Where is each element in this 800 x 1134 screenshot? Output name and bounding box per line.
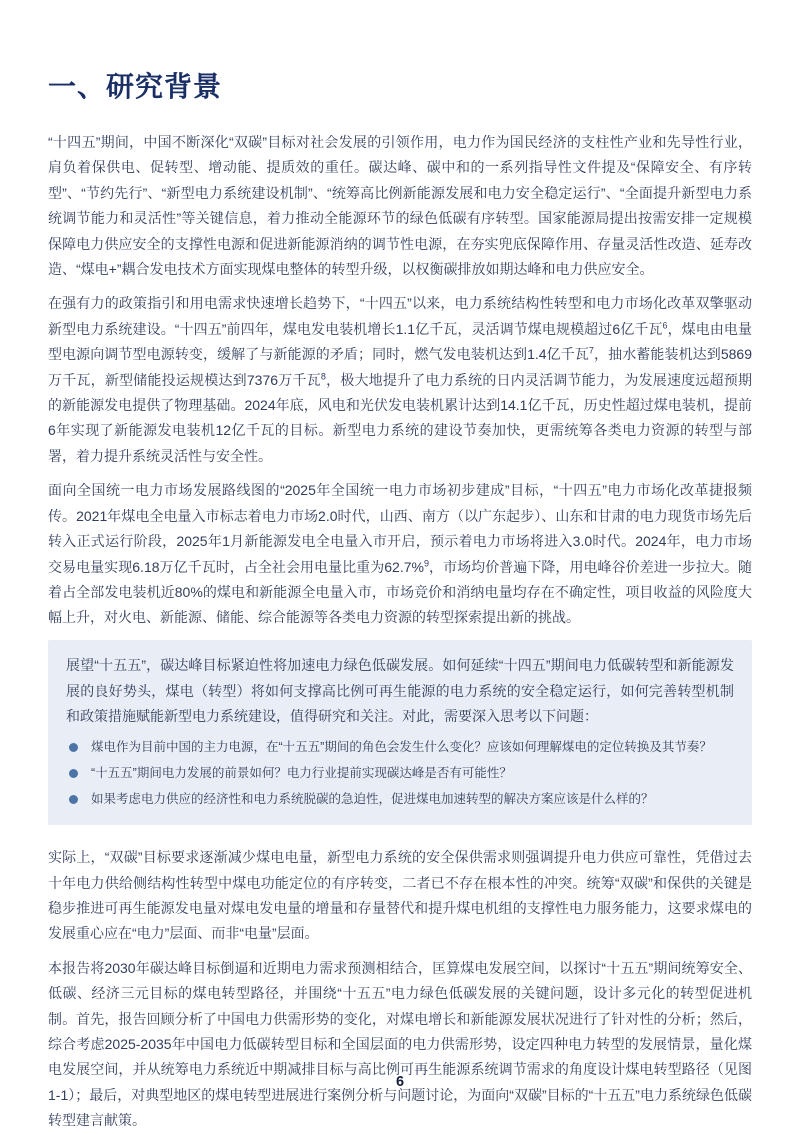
bullet-text-power-outlook: “十五五”期间电力发展的前景如何？电力行业提前实现碳达峰是否有可能性？: [91, 766, 512, 781]
bullet-text-transition-solution: 如果考虑电力供应的经济性和电力系统脱碳的急迫性，促进煤电加速转型的解决方案应该是什么样的？: [91, 792, 654, 807]
list-item: [66, 738, 734, 757]
paragraph-dual-carbon-balance: 实际上，“双碳”目标要求逐渐减少煤电电量，新型电力系统的安全保供需求则强调提升电力供应可靠性，凭借过去十年电力供给侧结构性转型中煤电功能定位的有序转变，二者已不存在根本性的冲突。统筹“双碳”和保供的关键是稳步推进可再生能源发电量对煤电发电量的增量和存量替代和提升煤电机组的支撑性电力服务能力，这要求煤电的发展重心应在“电力”层面、而非“电量”层面。: [48, 849, 752, 942]
highlight-box: [48, 640, 752, 825]
bullet-icon: [69, 743, 78, 752]
paragraph-report-overview: 本报告将2030年碳达峰目标倒逼和近期电力需求预测相结合，匡算煤电发展空间，以探讨“十五五”期间统筹安全、低碳、经济三元目标的煤电转型路径，并围绕“十五五”电力绿色低碳发展的关键问题，设计多元化的转型促进机制。首先，报告回顾分析了中国电力供需形势的变化，对煤电增长和新能源发展状况进行了针对性的分析；然后，综合考虑2025-2035年中国电力低碳转型目标和全国层面的电力供需形势，设定四种电力转型的发展情景，量化煤电发展空间，并从统筹电力系统近中期减排目标与高比例可再生能源系统调节需求的角度设计煤电转型路径（见图1-1）；最后，对典型地区的煤电转型进展进行案例分析与问题讨论，为面向“双碳”目标的“十五五”电力系统绿色低碳转型建言献策。: [48, 959, 752, 1129]
list-item: [66, 764, 734, 783]
section-title: 一、研究背景: [48, 71, 223, 102]
bullet-text-coal-role: 煤电作为目前中国的主力电源，在“十五五”期间的角色会发生什么变化？应该如何理解煤电的定位转换及其节奏？: [91, 740, 712, 755]
highlight-box-intro: 展望“十五五”，碳达峰目标紧迫性将加速电力绿色低碳发展。如何延续“十四五”期间电力低碳转型和新能源发展的良好势头，煤电（转型）将如何支撑高比例可再生能源的电力系统的安全稳定运行，如何完善转型机制和政策措施赋能新型电力系统建设，值得研究和关注。对此，需要深入思考以下问题：: [66, 656, 734, 725]
bullet-icon: [69, 795, 78, 804]
list-item: [66, 790, 734, 809]
bullet-icon: [69, 769, 78, 778]
paragraph-market-reform: 面向全国统一电力市场发展路线图的“2025年全国统一电力市场初步建成”目标，“十四五”电力市场化改革捷报频传。2021年煤电全电量入市标志着电力市场2.0时代，山西、南方（以广东起步）、山东和甘肃的电力现货市场先后转入正式运行阶段，2025年1月新能源发电全电量入市开启，预示着电力市场将进入3.0时代。2024年，电力市场交易电量实现6.18万亿千瓦时，占全社会用电量比重为62.7%$^9$，市场均价普遍下降，用电峰谷价差进一步拉大。随着占全部发电装机近80%的煤电和新能源全电量入市，市场竞价和消纳电量均存在不确定性，项目收益的风险度大幅上升，对火电、新能源、储能、综合能源等各类电力资源的转型探索提出新的挑战。: [48, 482, 752, 626]
paragraph-policy-background: “十四五”期间，中国不断深化“双碳”目标对社会发展的引领作用，电力作为国民经济的支柱性产业和先导性行业，肩负着保供电、促转型、增动能、提质效的重任。碳达峰、碳中和的一系列指导性文件提及“保障安全、有序转型”、“节约先行”、“新型电力系统建设机制”、“统筹高比例新能源发展和电力安全稳定运行”、“全面提升新型电力系统调节能力和灵活性”等关键信息，着力推动全能源环节的绿色低碳有序转型。国家能源局提出按需安排一定规模保障电力供应安全的支撑性电源和促进新能源消纳的调节性电源，在夯实兜底保障作用、存量灵活性改造、延寿改造、“煤电+”耦合发电技术方面实现煤电整体的转型升级，以权衡碳排放如期达峰和电力供应安全。: [48, 134, 752, 278]
page-number: 6: [395, 1074, 405, 1090]
paragraph-power-system-transition: 在强有力的政策指引和用电需求快速增长趋势下，“十四五”以来，电力系统结构性转型和电力市场化改革双擎驱动新型电力系统建设。“十四五”前四年，煤电发电装机增长1.1亿千瓦，灵活调节煤电规模超过6亿千瓦$^6$，煤电由电量型电源向调节型电源转变，缓解了与新能源的矛盾；同时，燃气发电装机达到1.4亿千瓦$^7$，抽水蓄能装机达到5869万千瓦，新型储能投运规模达到7376万千瓦$^8$，极大地提升了电力系统的日内灵活调节能力，为发展速度远超预期的新能源发电提供了物理基础。2024年底，风电和光伏发电装机累计达到14.1亿千瓦，历史性超过煤电装机，提前6年实现了新能源发电装机12亿千瓦的目标。新型电力系统的建设节奏加快，更需统筹各类电力资源的转型与部署，着力提升系统灵活性与安全性。: [48, 295, 753, 464]
